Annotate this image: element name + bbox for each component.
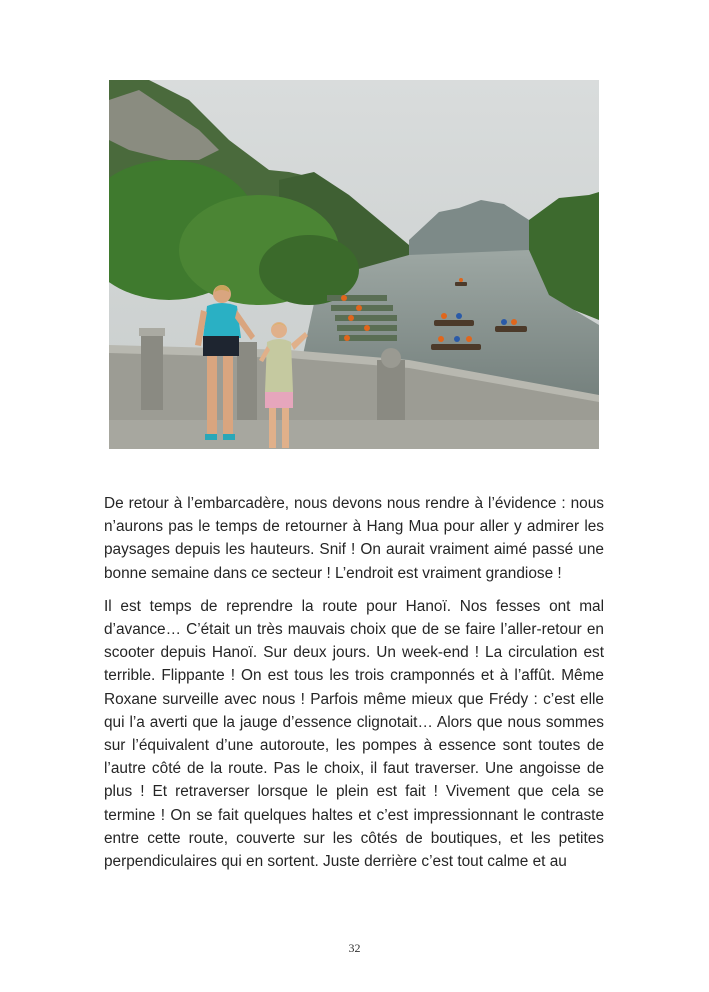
paragraph-2: Il est temps de reprendre la route pour Hanoï. Nos fesses ont mal d’avance… C’était un très mauvais choix que de se faire l’aller-retour en scooter depuis Hanoï. Sur deux jours. Un week-end ! La circulation est terrible. Flippante ! On est tous les trois cramponnés et à l’affût. Même Roxane surveille avec nous ! Parfois même mieux que Frédy : c’est elle qui l’a averti que la jauge d’essence clignotait… Alors que nous sommes sur l’équivalent d’une autoroute, les pompes à essence sont toutes de l’autre côté de la route. Pas le choix, il faut traverser. Une angoisse de plus ! Et retraverser lorsque le plein est fait ! Vivement que cela se termine ! On se fait quelques haltes et c’est impressionnant le contraste entre cette route, couverte sur les côtés de boutiques, et les petites perpendiculaires qui en sortent. Juste derrière c’est tout calme et au [104,597,604,871]
body-text [104,492,604,883]
paragraph-1: De retour à l’embarcadère, nous devons nous rendre à l’évidence : nous n’aurons pas le temps de retourner à Hang Mua pour aller y admirer les paysages depuis les hauteurs. Snif ! On aurait vraiment aimé passé une bonne semaine dans ce secteur ! L’endroit est vraiment grandiose ! [104,495,604,582]
page-number: 32 [348,941,361,955]
landscape-photo [109,80,599,449]
